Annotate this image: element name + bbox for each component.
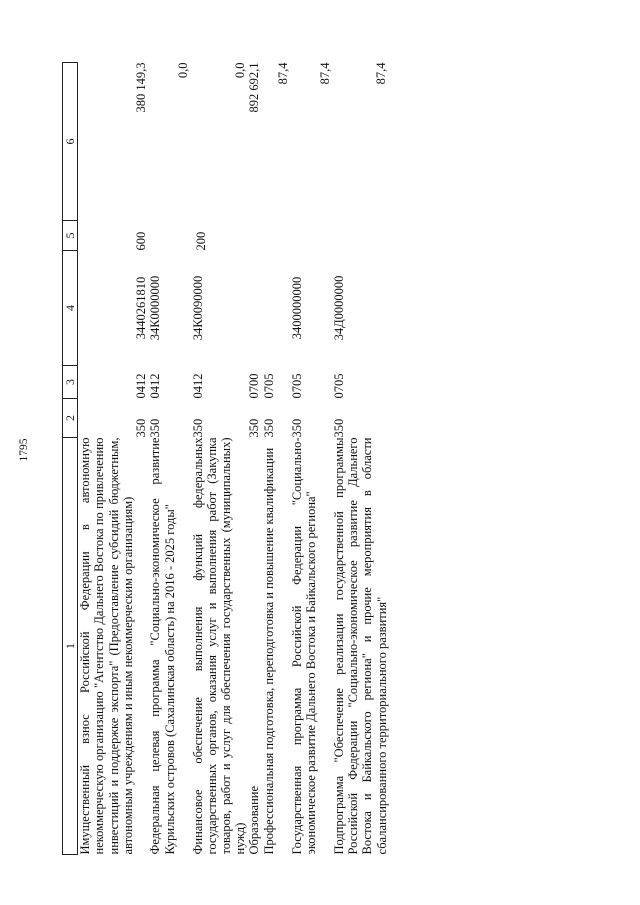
cell-amount: 0,0: [232, 62, 247, 79]
table-row: [332, 63, 389, 855]
page-number: 1795: [18, 438, 30, 462]
table-row: [78, 63, 149, 855]
cell-expense-type: 200: [193, 231, 208, 251]
row-name: Образование: [247, 785, 262, 855]
header-col-2: 2: [63, 399, 78, 438]
cell-expense-type: [148, 221, 190, 251]
row-name: Профессиональная подготовка, переподготовка и повышение квалификации: [261, 447, 276, 855]
cell-amount: 0,0: [176, 62, 191, 79]
header-row: [63, 63, 78, 855]
cell-ministry: 350: [190, 418, 205, 438]
cell-target-article: 34К0090000: [190, 275, 205, 341]
header-col-5: 5: [63, 221, 78, 251]
cell-target-article: 34К0000000: [148, 275, 163, 341]
cell-amount: 892 692,1: [247, 62, 262, 113]
table-row: [191, 63, 248, 855]
table-row: [247, 63, 261, 855]
cell-section: 0700: [247, 373, 262, 399]
cell-ministry: 350: [134, 418, 149, 438]
cell-expense-type: [290, 221, 332, 251]
budget-table: [62, 62, 389, 855]
cell-section: 0412: [190, 373, 205, 399]
cell-expense-type: [247, 221, 261, 251]
cell-expense-type: 600: [134, 231, 149, 251]
row-name: Федеральная целевая программа "Социально-экономическое развитие Курильских островов (Сахалинская область) на 2016 - 2025 годы": [148, 437, 177, 855]
cell-section: 0705: [332, 373, 347, 399]
row-name: Подпрограмма "Обеспечение реализации государственной программы Российской Федерации "Социально-экономическое развитие Дальнего Востока и Байкальского региона" и прочие мероприятия в области сбалансированного территориального развития": [332, 437, 389, 855]
cell-ministry: 350: [247, 418, 262, 438]
header-col-4: 4: [63, 251, 78, 366]
cell-amount: 87,4: [317, 62, 332, 85]
cell-ministry: 350: [332, 418, 347, 438]
cell-section: 0705: [289, 373, 304, 399]
cell-target-article: [262, 251, 290, 366]
cell-amount: 87,4: [275, 62, 290, 85]
table-row: [148, 63, 190, 855]
row-name: Имущественный взнос Российской Федерации в автономную некоммерческую организацию "Агентство Дальнего Востока по привлечению инвестиций и поддержке экспорта" (Предоставление субсидий бюджетным, автономным учреждениям и иным некоммерческим организациям): [78, 437, 135, 855]
cell-ministry: 350: [289, 418, 304, 438]
cell-section: 0412: [148, 373, 163, 399]
cell-section: 0705: [261, 373, 276, 399]
header-col-3: 3: [63, 366, 78, 399]
cell-target-article: [247, 251, 261, 366]
cell-target-article: 3400000000: [289, 276, 304, 340]
row-name: Государственная программа Российской Федерации "Социально-экономическое развитие Дальнего Востока и Байкальского региона": [289, 437, 319, 855]
cell-expense-type: [332, 221, 389, 251]
cell-target-article: 3440261810: [134, 276, 149, 340]
cell-ministry: 350: [261, 418, 276, 438]
header-col-1: 1: [63, 438, 78, 855]
cell-amount: 87,4: [374, 62, 389, 85]
cell-target-article: 34Д0000000: [332, 275, 347, 341]
table-row: [262, 63, 290, 855]
cell-amount: 380 149,3: [134, 62, 149, 113]
cell-ministry: 350: [148, 418, 163, 438]
header-col-6: 6: [63, 63, 78, 221]
cell-section: 0412: [134, 373, 149, 399]
table-row: [290, 63, 332, 855]
cell-expense-type: [262, 221, 290, 251]
row-name: Финансовое обеспечение выполнения функций федеральных государственных органов, оказания услуг и выполнения работ (Закупка товаров, работ и услуг для обеспечения государственных (муниципальных) нужд): [190, 437, 248, 855]
